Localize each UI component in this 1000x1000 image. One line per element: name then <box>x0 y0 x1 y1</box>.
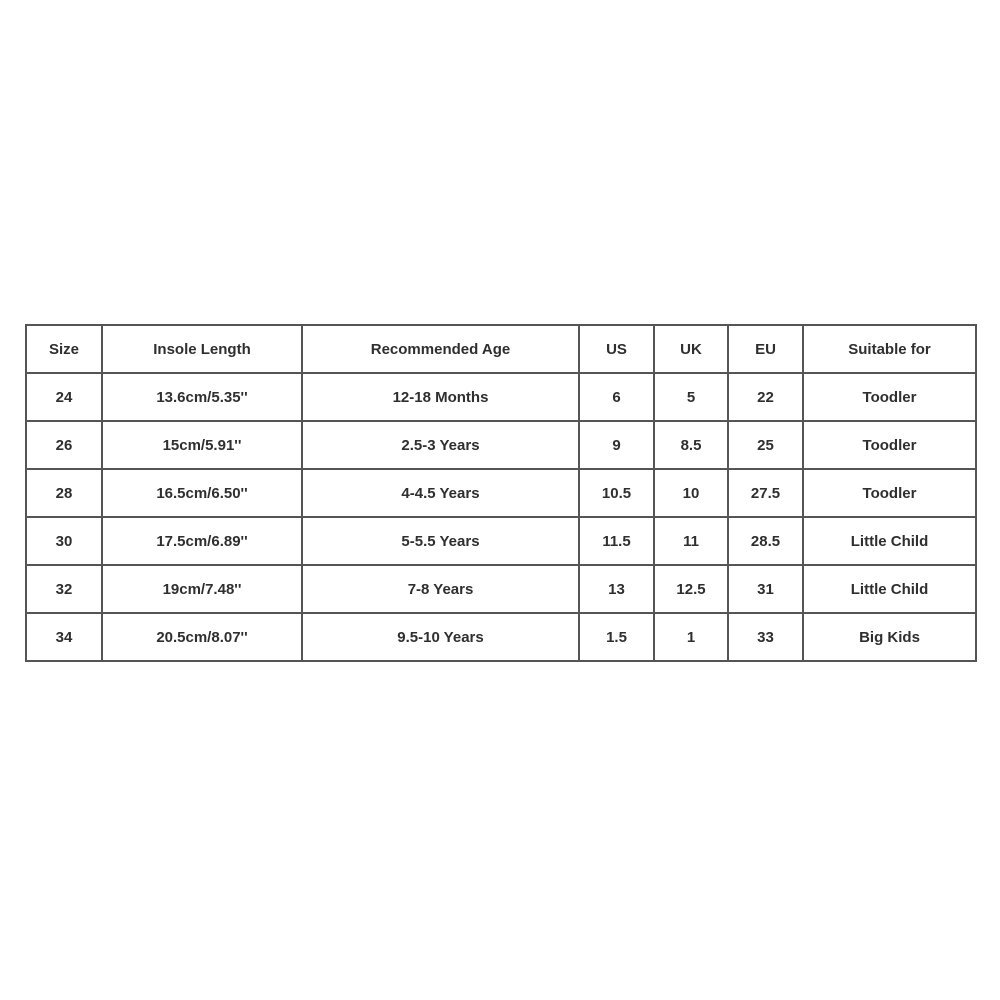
cell-eu: 27.5 <box>728 469 803 517</box>
table-row <box>26 565 976 613</box>
cell-us: 10.5 <box>579 469 654 517</box>
cell-recommended-age: 4-4.5 Years <box>302 469 579 517</box>
cell-eu: 28.5 <box>728 517 803 565</box>
cell-size: 24 <box>26 373 102 421</box>
cell-recommended-age: 5-5.5 Years <box>302 517 579 565</box>
cell-uk: 5 <box>654 373 728 421</box>
cell-suitable-for: Toodler <box>803 421 976 469</box>
cell-us: 11.5 <box>579 517 654 565</box>
cell-us: 1.5 <box>579 613 654 661</box>
table-row <box>26 517 976 565</box>
cell-insole-length: 13.6cm/5.35'' <box>102 373 302 421</box>
header-eu: EU <box>728 325 803 373</box>
cell-uk: 12.5 <box>654 565 728 613</box>
cell-insole-length: 16.5cm/6.50'' <box>102 469 302 517</box>
cell-us: 9 <box>579 421 654 469</box>
header-uk: UK <box>654 325 728 373</box>
header-us: US <box>579 325 654 373</box>
cell-size: 30 <box>26 517 102 565</box>
header-size: Size <box>26 325 102 373</box>
cell-uk: 11 <box>654 517 728 565</box>
cell-us: 13 <box>579 565 654 613</box>
cell-recommended-age: 2.5-3 Years <box>302 421 579 469</box>
cell-uk: 1 <box>654 613 728 661</box>
size-chart-table <box>25 324 977 662</box>
cell-recommended-age: 9.5-10 Years <box>302 613 579 661</box>
cell-eu: 31 <box>728 565 803 613</box>
cell-insole-length: 17.5cm/6.89'' <box>102 517 302 565</box>
cell-insole-length: 20.5cm/8.07'' <box>102 613 302 661</box>
table-row <box>26 613 976 661</box>
cell-eu: 33 <box>728 613 803 661</box>
cell-suitable-for: Toodler <box>803 373 976 421</box>
cell-size: 34 <box>26 613 102 661</box>
cell-recommended-age: 12-18 Months <box>302 373 579 421</box>
header-recommended-age: Recommended Age <box>302 325 579 373</box>
header-insole-length: Insole Length <box>102 325 302 373</box>
cell-us: 6 <box>579 373 654 421</box>
cell-suitable-for: Toodler <box>803 469 976 517</box>
cell-eu: 25 <box>728 421 803 469</box>
table-row <box>26 469 976 517</box>
cell-uk: 8.5 <box>654 421 728 469</box>
header-suitable-for: Suitable for <box>803 325 976 373</box>
header-row <box>26 325 976 373</box>
cell-uk: 10 <box>654 469 728 517</box>
table-row <box>26 421 976 469</box>
cell-suitable-for: Little Child <box>803 565 976 613</box>
cell-insole-length: 19cm/7.48'' <box>102 565 302 613</box>
cell-suitable-for: Little Child <box>803 517 976 565</box>
table-row <box>26 373 976 421</box>
cell-size: 26 <box>26 421 102 469</box>
cell-size: 28 <box>26 469 102 517</box>
cell-size: 32 <box>26 565 102 613</box>
cell-suitable-for: Big Kids <box>803 613 976 661</box>
cell-eu: 22 <box>728 373 803 421</box>
cell-recommended-age: 7-8 Years <box>302 565 579 613</box>
cell-insole-length: 15cm/5.91'' <box>102 421 302 469</box>
